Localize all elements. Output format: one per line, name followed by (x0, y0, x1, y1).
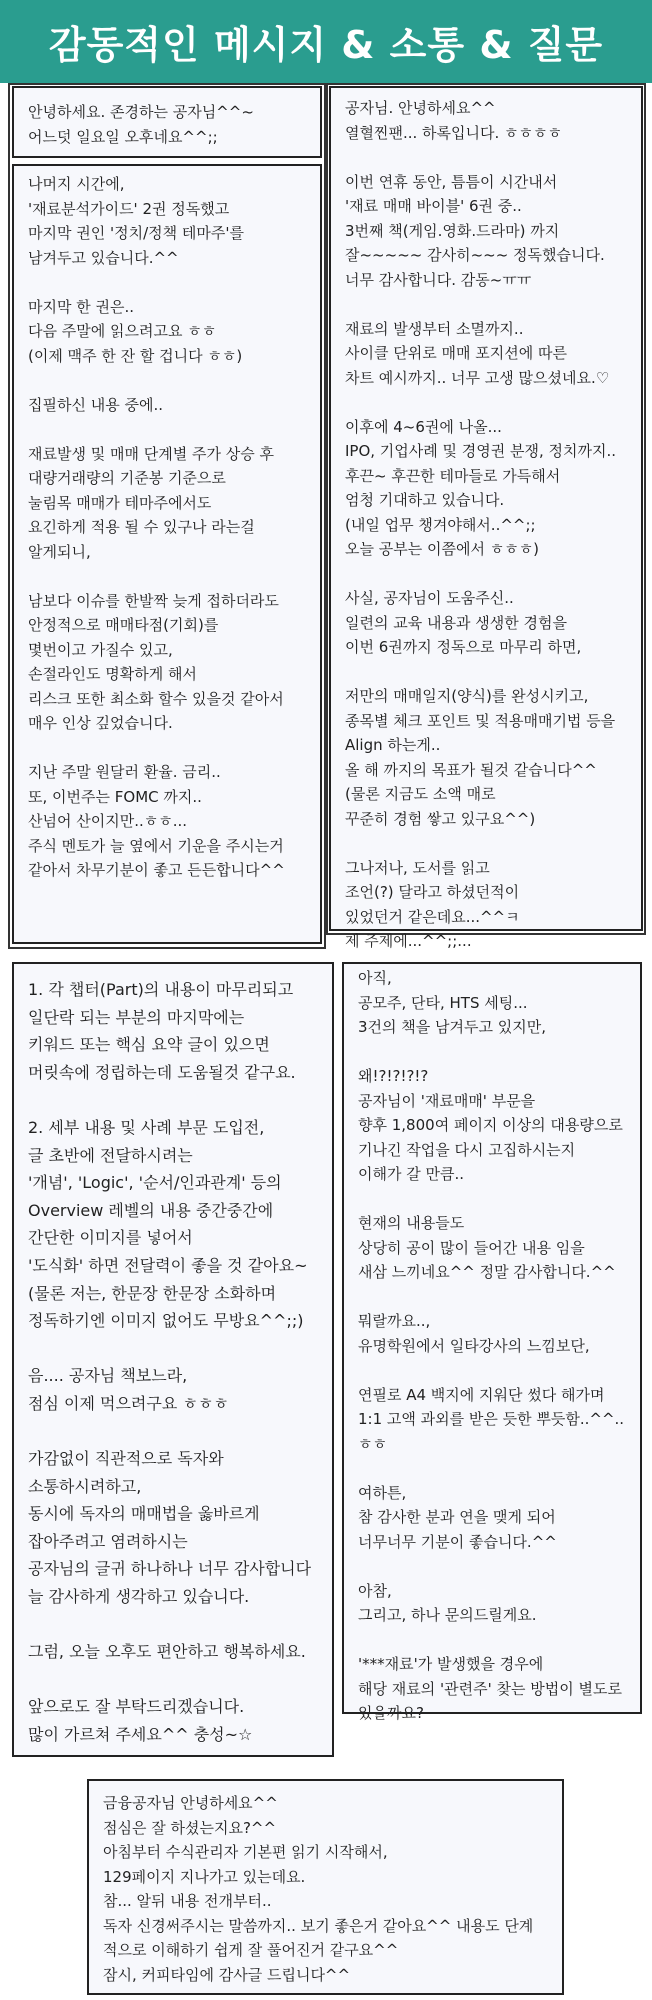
message-text: 금융공자님 안녕하세요^^ 점심은 잘 하셨는지요?^^ 아침부터 수식관리자 기본편 읽기 시작해서, 129페이지 지나가고 있는데요. 참... 알뒤 내용 전개부터.. 독자 신경써주시는 말씀까지.. 보기 좋은거 같아요^^ 내용도 단계 적으로 이해하기 쉽게 잘 풀어진거 같구요^^ 잠시, 커피타임에 감사글 드립니다^^ (103, 1794, 534, 1984)
message-text: 공자님. 안녕하세요^^ 열혈찐팬... 하록입니다. ㅎㅎㅎㅎ 이번 연휴 동안, 틈틈이 시간내서 '재료 매매 바이블' 6권 중.. 3번째 책(게임.영화.드라마) 까지 잘~~~~~ 감사히~~~ 정독했습니다. 너무 감사합니다. 감동~ㅠㅠ 재료의 발생부터 소멸까지.. 사이클 단위로 매매 포지션에 따른 차트 예시까지.. 너무 고생 많으셨네요.♡ 이후에 4~6권에 나올... IPO, 기업사례 및 경영권 분쟁, 정치까지.. 후끈~ 후끈한 테마들로 가득해서 엄청 기대하고 있습니다. (내일 업무 챙겨야해서..^^;; 오늘 공부는 이쯤에서 ㅎㅎㅎ) 사실, 공자님이 도움주신.. 일련의 교육 내용과 생생한 경험을 이번 6권까지 정독으로 마무리 하면, 저만의 매매일지(양식)를 완성시키고, 종목별 체크 포인트 및 적용매매기법 등을 Align 하는게.. 올 해 까지의 목표가 될것 같습니다^^ (물론 지금도 소액 매로 꾸준히 경험 쌓고 있구요^^) 그나저나, 도서를 읽고 조언(?) 달라고 하셨던적이 있었던거 같은데요...^^ㅋ 제 주제에...^^;;... (345, 99, 617, 950)
message-card-suggestions (12, 962, 334, 1757)
message-text: 나머지 시간에, '재료분석가이드' 2권 정독했고 마지막 권인 '정치/정책 테마주'를 남겨두고 있습니다.^^ 마지막 한 권은.. 다음 주말에 읽으려고요 ㅎㅎ (이제 맥주 한 잔 할 겁니다 ㅎㅎ) 집필하신 내용 중에.. 재료발생 및 매매 단계별 주가 상승 후 대량거래량의 기준봉 기준으로 눌림목 매매가 테마주에서도 요긴하게 적용 될 수 있구나 라는걸 알게되니, 남보다 이슈를 한발짝 늦게 접하더라도 안정적으로 매매타점(기회)를 몇번이고 가질수 있고, 손절라인도 명확하게 해서 리스크 또한 최소화 할수 있을것 같아서 매우 인상 깊었습니다. 지난 주말 원달러 환율. 금리.. 또, 이번주는 FOMC 까지.. 산넘어 산이지만..ㅎㅎ... 주식 멘토가 늘 옆에서 기운을 주시는거 같아서 차무기분이 좋고 든든합니다^^ (28, 175, 285, 879)
message-card-greeting (12, 86, 322, 158)
title-banner (0, 0, 652, 83)
message-text: 1. 각 챕터(Part)의 내용이 마무리되고 일단락 되는 부분의 마지막에는 키워드 또는 핵심 요약 글이 있으면 머릿속에 정립하는데 도움될것 같구요. 2. 세부 내용 및 사례 부문 도입전, 글 초반에 전달하시려는 '개념', 'Logic', '순서/인과관계' 등의 Overview 레벨의 내용 중간중간에 간단한 이미지를 넣어서 '도식화' 하면 전달력이 좋을 것 같아요~ (물론 저는, 한문장 한문장 소화하며 정독하기엔 이미지 없어도 무방요^^;;) 음.... 공자님 책보느라, 점심 이제 먹으려구요 ㅎㅎㅎ 가감없이 직관적으로 독자와 소통하시려하고, 동시에 독자의 매매법을 옳바르게 잡아주려고 염려하시는 공자님의 글귀 하나하나 너무 감사합니다 늘 감사하게 생각하고 있습니다. 그럼, 오늘 오후도 편안하고 행복하세요. 앞으로도 잘 부탁드리겠습니다. 많이 가르쳐 주세요^^ 충성~☆ (28, 980, 312, 1745)
message-card-coffee-break (87, 1779, 564, 1995)
page-title: 감동적인 메시지 & 소통 & 질문 (48, 23, 604, 67)
message-card-question (342, 962, 642, 1722)
message-card-fan-letter (329, 86, 643, 950)
message-text: 아직, 공모주, 단타, HTS 세팅... 3건의 책을 남겨두고 있지만, 왜!?!?!?!? 공자님이 '재료매매' 부문을 향후 1,800여 페이지 이상의 대용량으로 기나긴 작업을 다시 고집하시는지 이해가 갈 만큼.. 현재의 내용들도 상당히 공이 많이 들어간 내용 임을 새삼 느끼네요^^ 정말 감사합니다.^^ 뭐랄까요.., 유명학원에서 일타강사의 느낌보단, 연필로 A4 백지에 지워단 썼다 해가며 1:1 고액 과외를 받은 듯한 뿌듯함..^^..ㅎㅎ 여하튼, 참 감사한 분과 연을 맺게 되어 너무너무 기분이 좋습니다.^^ 아참, 그리고, 하나 문의드릴게요. '***재료'가 발생했을 경우에 해당 재료의 '관련주' 찾는 방법이 별도로 있을까요? (358, 969, 625, 1722)
message-text: 안녕하세요. 존경하는 공자님^^~ 어느덧 일요일 오후네요^^;; (28, 103, 254, 146)
message-card-reading-notes (12, 164, 322, 944)
